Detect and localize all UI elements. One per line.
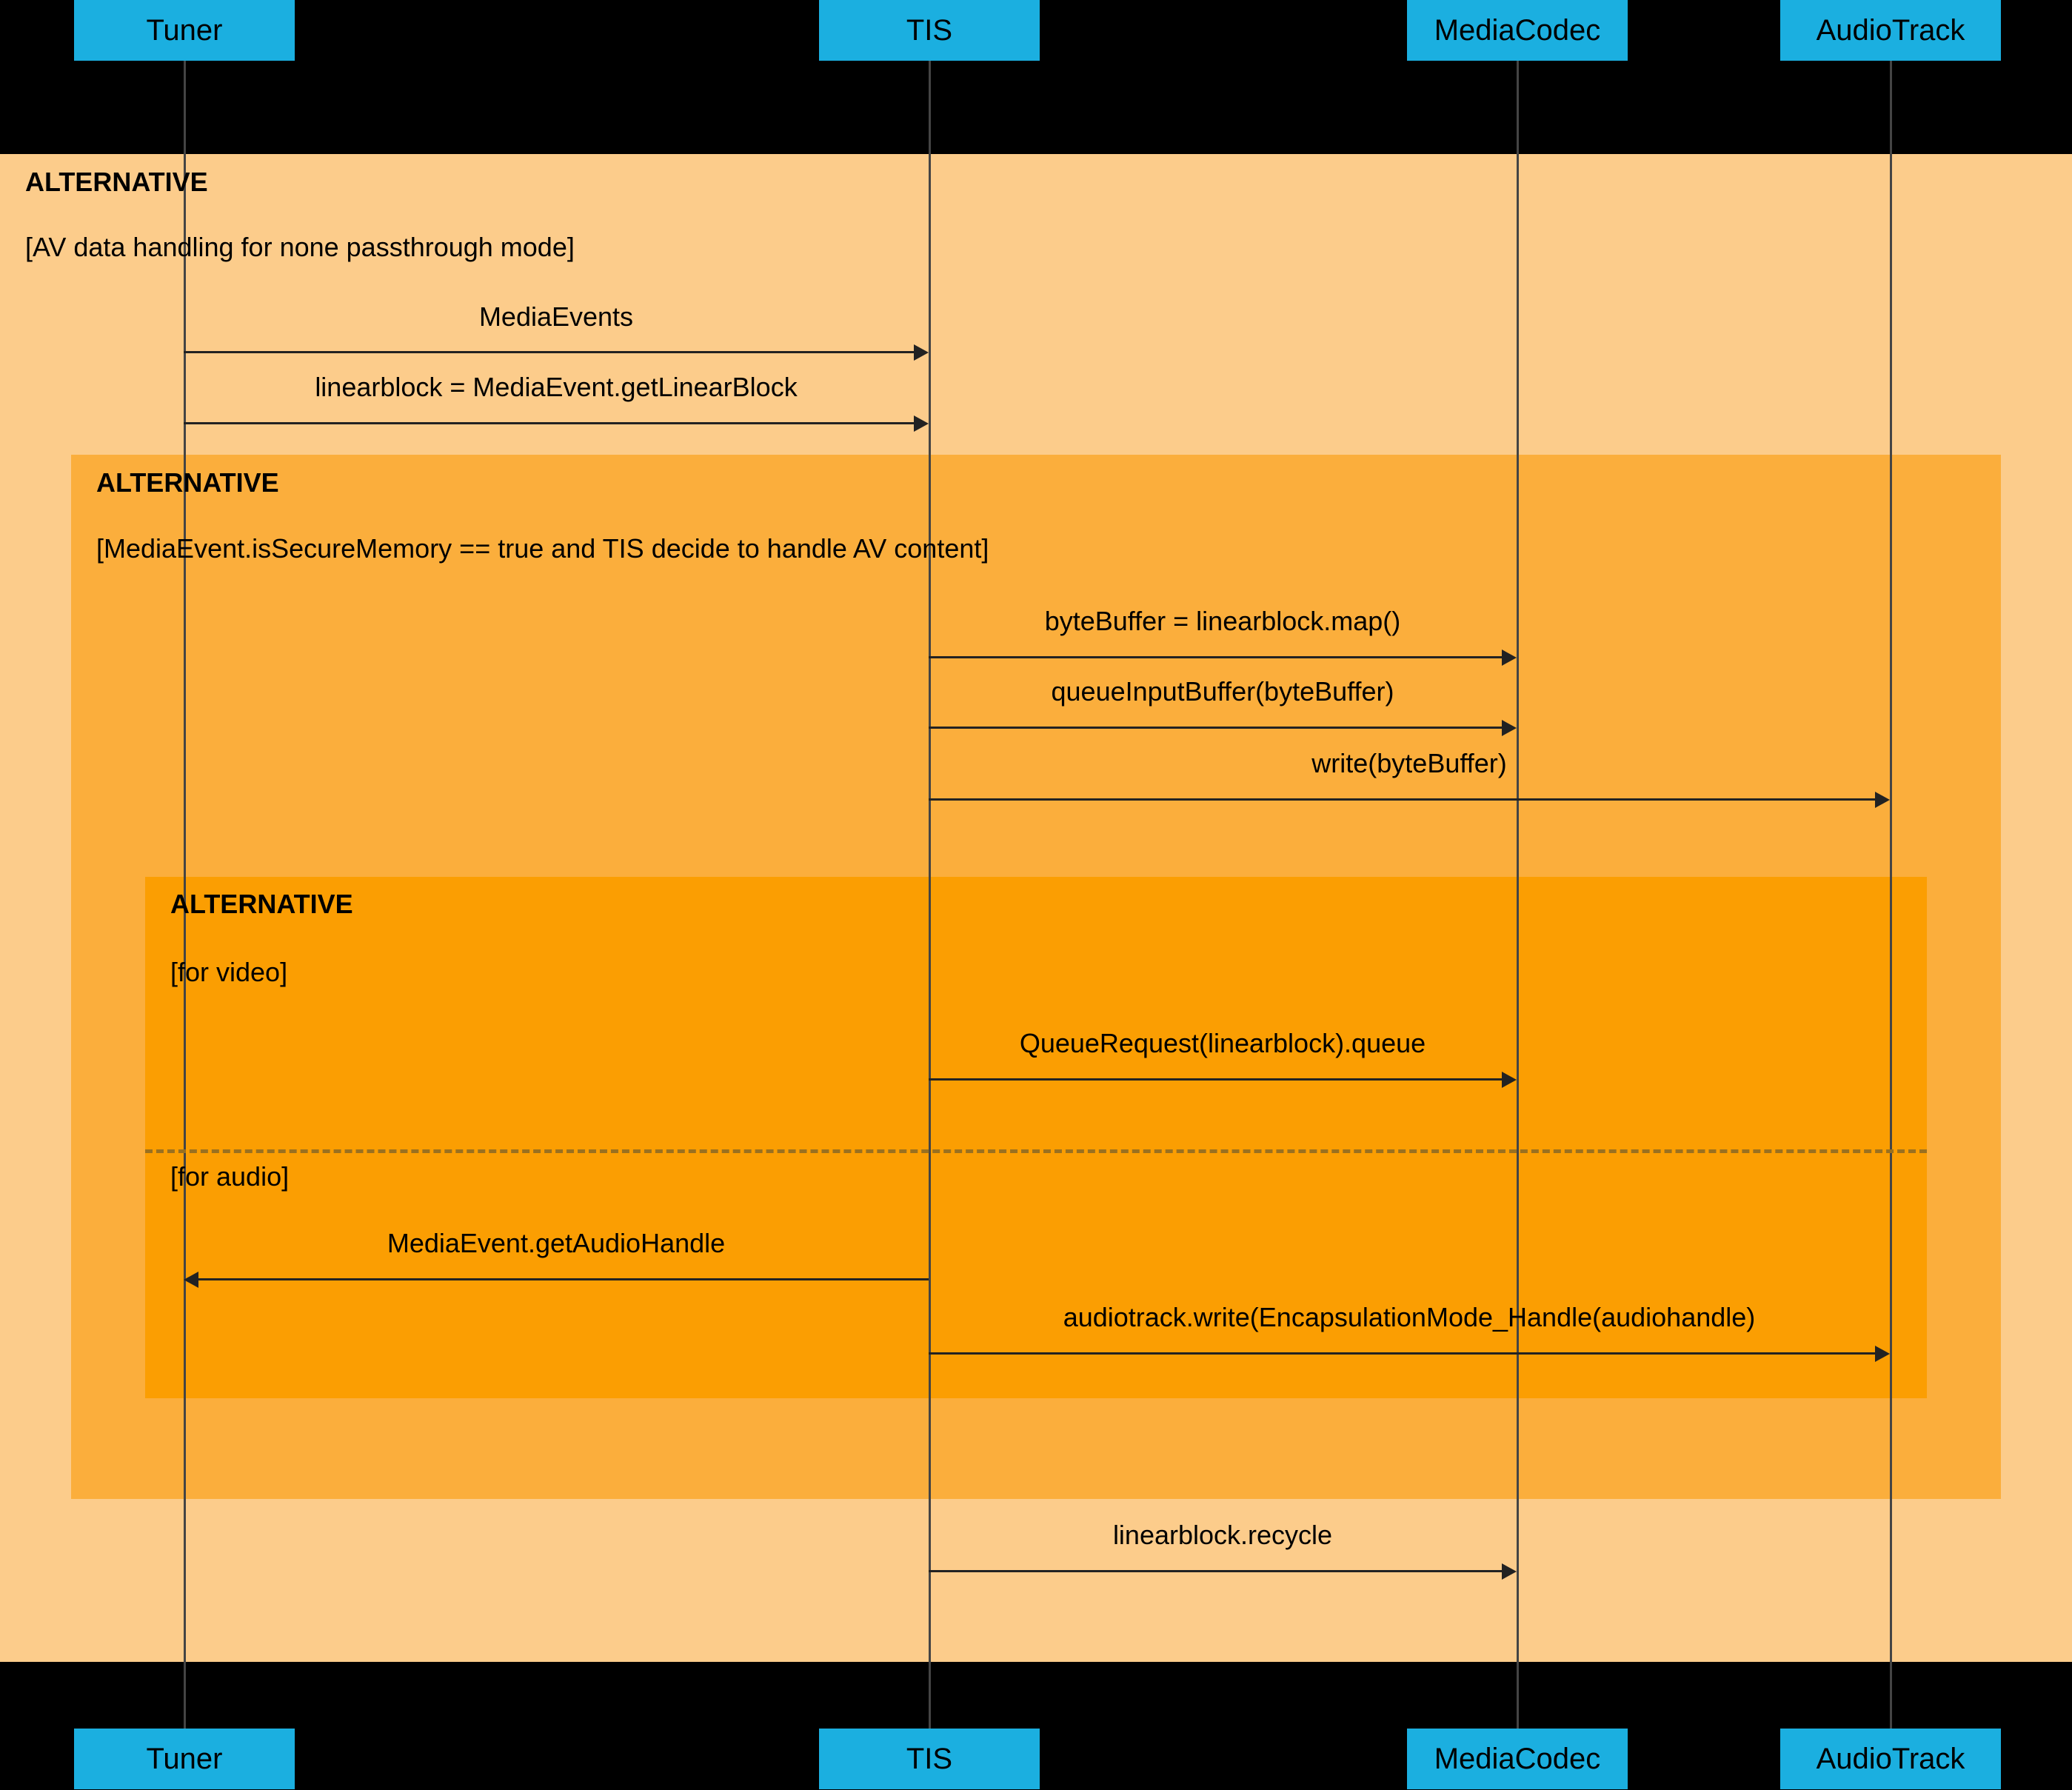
fragment-middle-condition: [MediaEvent.isSecureMemory == true and TIS decide to handle AV content]	[96, 533, 989, 564]
participant-tis-bottom[interactable]: TIS	[819, 1729, 1040, 1789]
fragment-outer-condition: [AV data handling for none passthrough mode]	[25, 232, 575, 262]
lifeline-tis	[929, 61, 931, 1742]
lifeline-audiotrack	[1890, 61, 1892, 1742]
message-arrow-mediaevents	[914, 344, 929, 361]
message-arrow-getlinearblock	[914, 415, 929, 432]
message-arrow-queueinputbuffer	[1502, 720, 1517, 736]
message-line-linearblock-map	[929, 656, 1502, 658]
message-label-getlinearblock: linearblock = MediaEvent.getLinearBlock	[315, 372, 798, 402]
message-arrow-linearblock-recycle	[1502, 1563, 1517, 1580]
message-label-queueinputbuffer: queueInputBuffer(byteBuffer)	[1051, 676, 1394, 707]
message-line-getlinearblock	[184, 422, 914, 424]
participant-mediacodec-bottom[interactable]: MediaCodec	[1407, 1729, 1628, 1789]
fragment-inner-condition-video: [for video]	[170, 957, 288, 987]
fragment-middle-keyword: ALTERNATIVE	[96, 467, 279, 498]
message-arrow-queuerequest	[1502, 1072, 1517, 1088]
message-line-audiotrack-write	[929, 1352, 1875, 1355]
participant-audiotrack-bottom[interactable]: AudioTrack	[1780, 1729, 2001, 1789]
message-line-mediaevents	[184, 351, 914, 353]
message-label-linearblock-map: byteBuffer = linearblock.map()	[1044, 606, 1401, 636]
fragment-inner-condition-audio: [for audio]	[170, 1161, 290, 1192]
message-line-write-bytebuffer	[929, 798, 1875, 801]
message-label-getaudiohandle: MediaEvent.getAudioHandle	[387, 1228, 726, 1258]
message-line-getaudiohandle	[198, 1278, 929, 1280]
fragment-outer-keyword: ALTERNATIVE	[25, 167, 208, 197]
participant-audiotrack-top[interactable]: AudioTrack	[1780, 0, 2001, 61]
message-line-queuerequest	[929, 1078, 1502, 1081]
message-arrow-audiotrack-write	[1875, 1346, 1890, 1362]
participant-tuner-bottom[interactable]: Tuner	[74, 1729, 295, 1789]
message-label-linearblock-recycle: linearblock.recycle	[1112, 1520, 1333, 1550]
message-label-write-bytebuffer: write(byteBuffer)	[1311, 748, 1507, 778]
message-arrow-write-bytebuffer	[1875, 792, 1890, 808]
participant-mediacodec-top[interactable]: MediaCodec	[1407, 0, 1628, 61]
participant-tuner-top[interactable]: Tuner	[74, 0, 295, 61]
message-label-mediaevents: MediaEvents	[478, 301, 634, 332]
message-label-audiotrack-write: audiotrack.write(EncapsulationMode_Handle(audiohandle)	[1063, 1302, 1756, 1332]
participant-tis-top[interactable]: TIS	[819, 0, 1040, 61]
lifeline-mediacodec	[1517, 61, 1519, 1742]
message-arrow-linearblock-map	[1502, 649, 1517, 666]
message-line-queueinputbuffer	[929, 727, 1502, 729]
fragment-inner-divider	[145, 1149, 1927, 1153]
fragment-inner-keyword: ALTERNATIVE	[170, 889, 353, 919]
message-line-linearblock-recycle	[929, 1570, 1502, 1572]
message-label-queuerequest: QueueRequest(linearblock).queue	[1019, 1028, 1426, 1058]
message-arrow-getaudiohandle	[184, 1272, 198, 1288]
